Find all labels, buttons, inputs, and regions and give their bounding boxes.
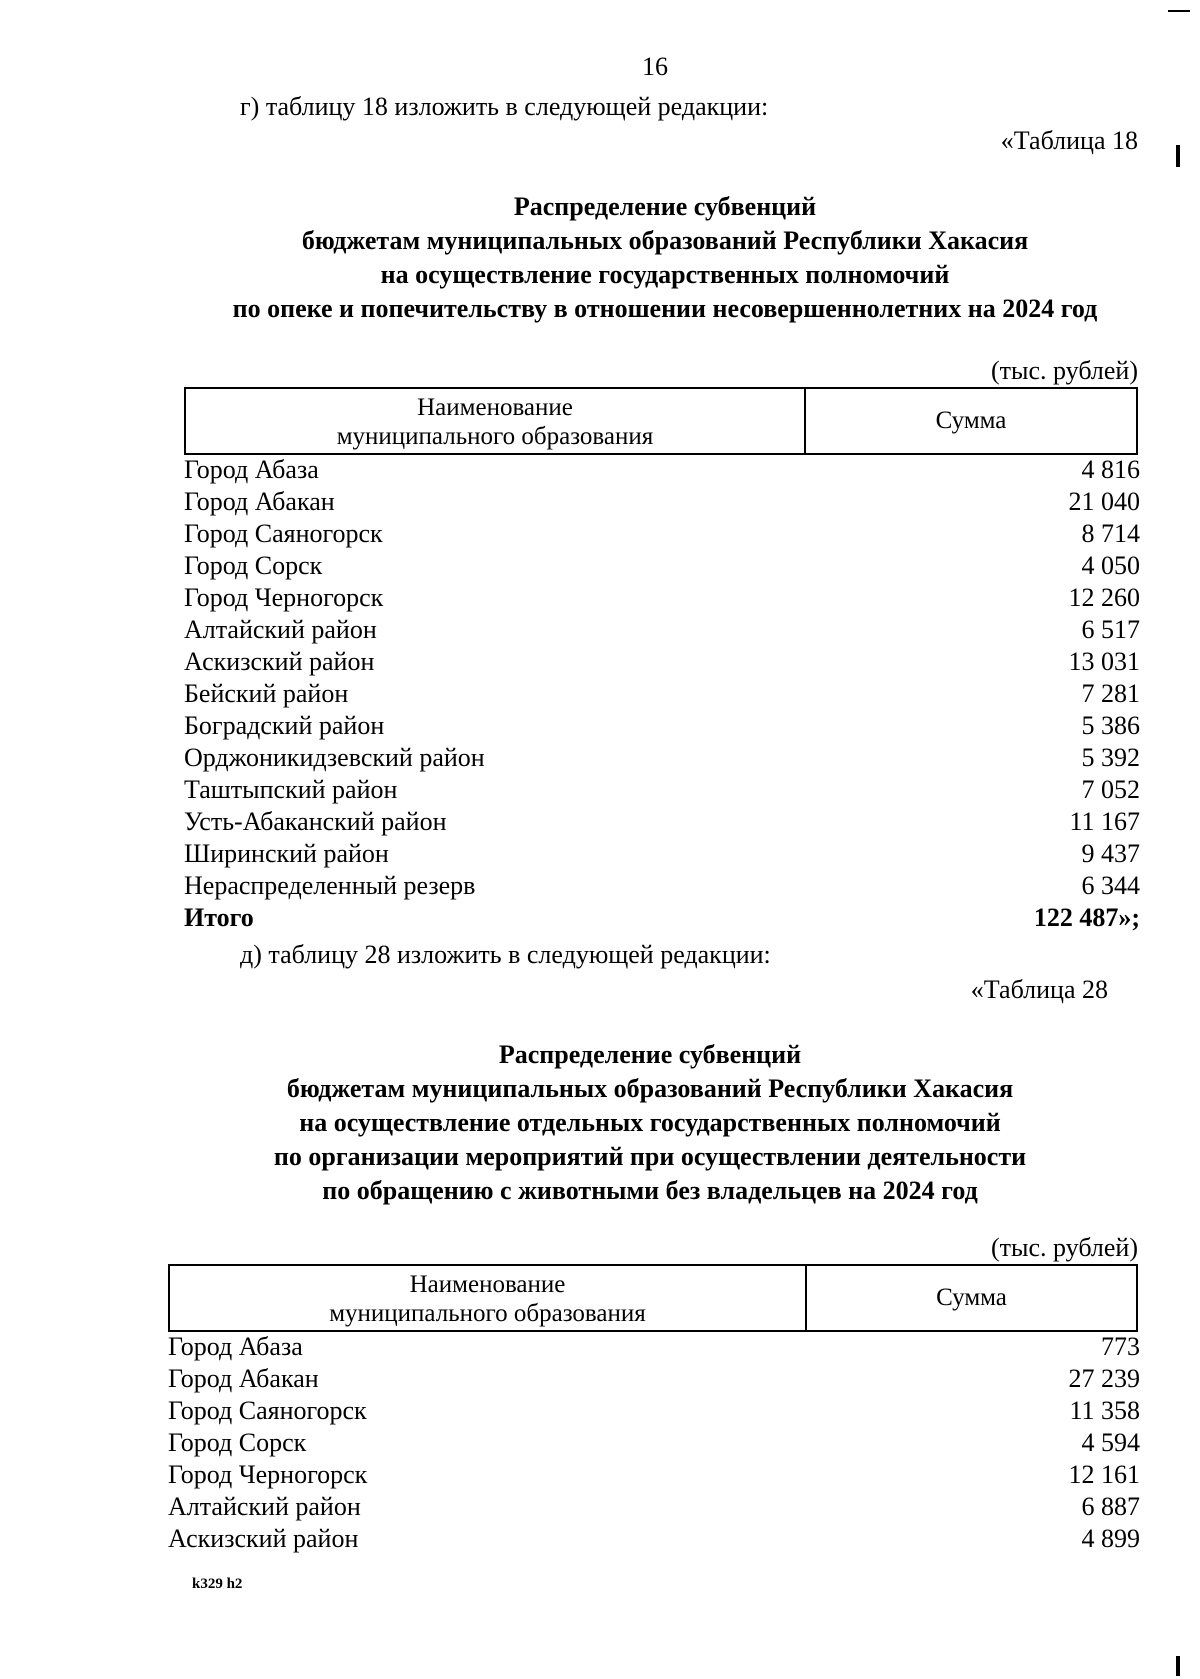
row-value: 5 392 [1081,743,1140,772]
row-value: 21 040 [1068,487,1140,516]
section-g-intro: г) таблицу 18 изложить в следующей редакции: [240,92,769,121]
section-g-table-header [184,387,1138,455]
section-g-unit: (тыс. рублей) [990,356,1138,385]
section-g-title-line: бюджетам муниципальных образований Республики Хакасия [301,226,1029,255]
row-value: 6 517 [1081,615,1140,644]
row-name: Орджоникидзевский район [184,743,485,772]
row-value: 5 386 [1081,711,1140,740]
row-name: Алтайский район [168,1492,361,1521]
row-name: Город Сорск [184,551,323,580]
table-row [168,1331,1140,1363]
row-value: 11 358 [1069,1396,1140,1425]
total-row [184,902,1140,934]
section-g-table-label: «Таблица 18 [1000,126,1138,155]
row-name: Город Абаза [184,455,319,484]
section-d-title-line: Распределение субвенций [498,1040,802,1069]
row-name: Бейский район [184,679,349,708]
table-row [184,518,1140,550]
row-value: 12 161 [1068,1460,1140,1489]
table-row [168,1523,1140,1555]
table-row [184,838,1140,870]
row-value: 4 050 [1081,551,1140,580]
section-g-table-body [184,454,1140,934]
table-row [168,1395,1140,1427]
row-value: 11 167 [1069,807,1140,836]
row-value: 773 [1101,1332,1140,1361]
row-value: 6 344 [1081,871,1140,900]
section-d-title-line: на осуществление отдельных государственных полномочий [299,1108,1001,1137]
section-d-table-label: «Таблица 28 [970,975,1108,1004]
table-row [168,1491,1140,1523]
row-name: Город Абаза [168,1332,303,1361]
row-value: 12 260 [1068,583,1140,612]
row-name: Город Саяногорск [184,519,383,548]
table-row [184,774,1140,806]
section-g-title [0,190,1200,326]
section-d-header-name [170,1266,807,1330]
table-row [184,806,1140,838]
section-d-table-body [168,1331,1140,1555]
header-name-line1: Наименование [417,394,573,421]
row-name: Нераспределенный резерв [184,871,476,900]
scan-edge-mark [1176,145,1180,167]
scan-edge-mark [1176,1656,1180,1676]
row-value: 13 031 [1068,647,1140,676]
section-g-header-sum: Сумма [935,407,1007,434]
table-row [184,870,1140,902]
row-value: 6 887 [1081,1492,1140,1521]
header-name-line2: муниципального образования [329,1300,646,1327]
section-g-title-line: по опеке и попечительству в отношении несовершеннолетних на 2024 год [232,294,1098,323]
table-row [184,742,1140,774]
row-value: 4 816 [1081,455,1140,484]
section-g-header-name [186,389,806,453]
table-row [184,710,1140,742]
row-value: 27 239 [1068,1364,1140,1393]
row-name: Боградский район [184,711,385,740]
section-d-table-header [168,1264,1138,1332]
section-d-title-line: по организации мероприятий при осуществлении деятельности [273,1142,1027,1171]
row-name: Усть-Абаканский район [184,807,447,836]
row-name: Город Саяногорск [168,1396,367,1425]
table-row [168,1459,1140,1491]
row-name: Город Черногорск [168,1460,368,1489]
row-name: Ширинский район [184,839,389,868]
table-row [184,550,1140,582]
header-name-line2: муниципального образования [336,423,654,450]
section-d-header-sum: Сумма [936,1284,1007,1311]
total-label: Итого [184,903,254,932]
row-name: Аскизский район [168,1524,359,1553]
row-value: 9 437 [1081,839,1140,868]
scan-edge-mark [1168,10,1190,12]
row-value: 7 281 [1081,679,1140,708]
row-name: Аскизский район [184,647,375,676]
row-name: Город Абакан [184,487,335,516]
row-value: 7 052 [1081,775,1140,804]
section-d-title-line: бюджетам муниципальных образований Республики Хакасия [286,1074,1014,1103]
row-name: Город Сорск [168,1428,307,1457]
footer-code: k329 h2 [192,1576,243,1592]
row-name: Таштыпский район [184,775,398,804]
section-g-title-line: Распределение субвенций [513,192,817,221]
row-name: Алтайский район [184,615,377,644]
section-d-intro: д) таблицу 28 изложить в следующей редакции: [240,940,771,969]
page-number: 16 [642,52,668,81]
section-g-title-line: на осуществление государственных полномочий [380,260,950,289]
table-row [184,678,1140,710]
row-value: 4 899 [1081,1524,1140,1553]
table-row [168,1427,1140,1459]
section-d-title-line: по обращению с животными без владельцев на 2024 год [322,1176,978,1205]
table-row [184,614,1140,646]
table-row [184,582,1140,614]
row-name: Город Абакан [168,1364,319,1393]
row-value: 8 714 [1081,519,1140,548]
header-name-line1: Наименование [409,1271,566,1298]
table-row [168,1363,1140,1395]
section-d-title [0,1038,1200,1208]
total-value: 122 487»; [1033,903,1140,932]
table-row [184,646,1140,678]
table-row [184,486,1140,518]
section-d-unit: (тыс. рублей) [990,1233,1138,1262]
row-name: Город Черногорск [184,583,384,612]
table-row [184,454,1140,486]
row-value: 4 594 [1081,1428,1140,1457]
